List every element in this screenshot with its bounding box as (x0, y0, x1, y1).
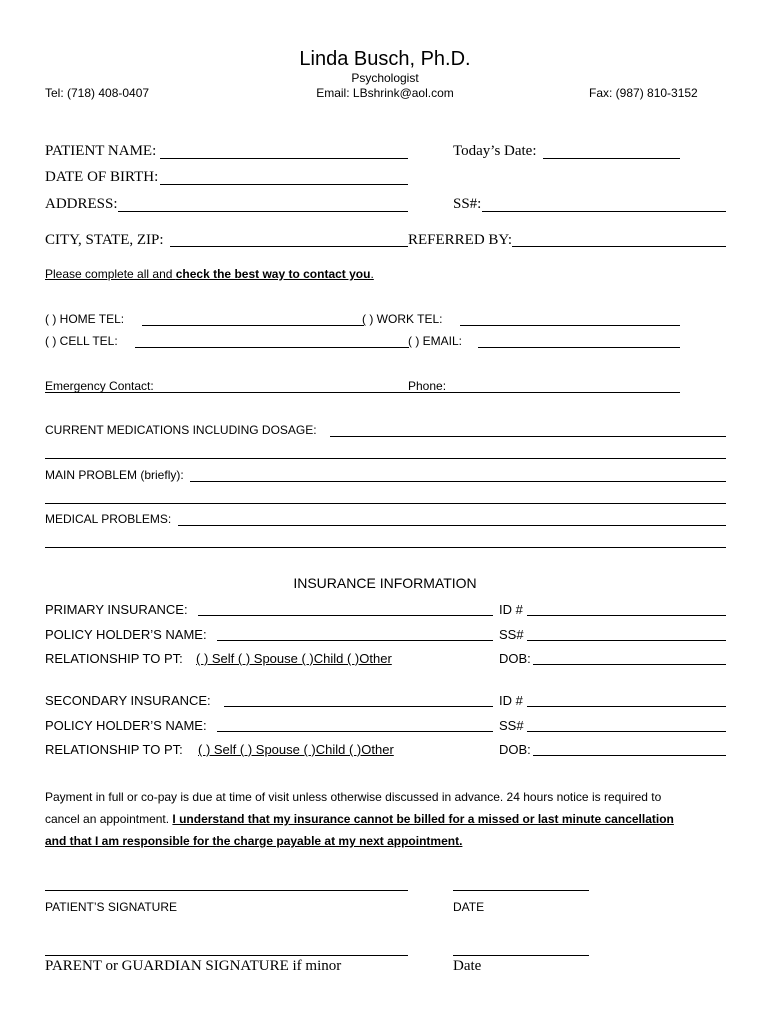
primary-insurance-label: PRIMARY INSURANCE: (45, 602, 188, 617)
secondary-relationship-options[interactable]: ( ) Self ( ) Spouse ( )Child ( )Other (198, 742, 394, 757)
email-checkbox[interactable]: ( ) EMAIL: (408, 334, 463, 348)
primary-relationship-label: RELATIONSHIP TO PT: (45, 651, 183, 666)
contact-instruction-end: . (370, 267, 374, 281)
cell-tel-checkbox[interactable]: ( ) CELL TEL: (45, 334, 118, 348)
address-field[interactable] (118, 211, 408, 212)
secondary-policy-holder-label: POLICY HOLDER’S NAME: (45, 718, 207, 733)
payment-line-2-plain: cancel an appointment. (45, 812, 173, 826)
header-email: Email: LBshrink@aol.com (316, 86, 454, 100)
primary-ss-label: SS# (499, 627, 524, 642)
secondary-ss-label: SS# (499, 718, 524, 733)
work-tel-field[interactable] (460, 325, 680, 326)
main-problem-label: MAIN PROBLEM (briefly): (45, 468, 184, 482)
primary-dob-label: DOB: (499, 651, 531, 666)
payment-line-3: and that I am responsible for the charge payable at my next appointment. (45, 834, 463, 848)
primary-relationship-options[interactable]: ( ) Self ( ) Spouse ( )Child ( )Other (196, 651, 392, 666)
dob-label: DATE OF BIRTH: (45, 169, 159, 185)
patient-signature-field[interactable] (45, 890, 408, 891)
date-field-1[interactable] (453, 890, 589, 891)
parent-signature-label: PARENT or GUARDIAN SIGNATURE if minor (45, 958, 342, 974)
referred-by-label: REFERRED BY: (408, 232, 513, 248)
address-label: ADDRESS: (45, 196, 118, 212)
secondary-policy-holder-field[interactable] (217, 731, 493, 732)
practitioner-title: Psychologist (351, 71, 419, 85)
referred-by-field[interactable] (512, 246, 726, 247)
secondary-insurance-field[interactable] (224, 706, 493, 707)
emergency-phone-label: Phone: (408, 379, 447, 393)
contact-instruction (45, 267, 374, 281)
primary-policy-holder-field[interactable] (217, 640, 493, 641)
header-tel: Tel: (718) 408-0407 (45, 86, 150, 100)
work-tel-checkbox[interactable]: ( ) WORK TEL: (362, 312, 443, 326)
primary-policy-holder-label: POLICY HOLDER’S NAME: (45, 627, 207, 642)
patient-name-label: PATIENT NAME: (45, 143, 157, 159)
dob-field[interactable] (160, 184, 408, 185)
city-state-zip-label: CITY, STATE, ZIP: (45, 232, 164, 248)
todays-date-field[interactable] (543, 158, 680, 159)
primary-ss-field[interactable] (527, 640, 726, 641)
medical-problems-label: MEDICAL PROBLEMS: (45, 512, 172, 526)
city-state-zip-field[interactable] (170, 246, 408, 247)
home-tel-checkbox[interactable]: ( ) HOME TEL: (45, 312, 125, 326)
main-problem-field-2[interactable] (45, 503, 726, 504)
secondary-dob-field[interactable] (533, 755, 726, 756)
medical-problems-field-2[interactable] (45, 547, 726, 548)
payment-line-1: Payment in full or co-pay is due at time of visit unless otherwise discussed in advance. 24 hours notice is required to (45, 790, 662, 804)
contact-instruction-bold: check the best way to contact you (175, 267, 371, 281)
medications-field-2[interactable] (45, 458, 726, 459)
ss-label: SS#: (453, 196, 482, 212)
secondary-insurance-label: SECONDARY INSURANCE: (45, 693, 211, 708)
todays-date-label: Today’s Date: (453, 143, 537, 159)
main-problem-field[interactable] (190, 481, 726, 482)
emergency-contact-field[interactable] (45, 392, 680, 393)
medical-problems-field[interactable] (178, 525, 726, 526)
patient-signature-label: PATIENT’S SIGNATURE (45, 900, 178, 914)
payment-line-2-bold: I understand that my insurance cannot be billed for a missed or last minute cancellation (172, 812, 674, 826)
email-field[interactable] (478, 347, 680, 348)
practitioner-name: Linda Busch, Ph.D. (299, 48, 471, 70)
payment-line-2 (45, 812, 674, 826)
date-label-1: DATE (453, 900, 485, 914)
insurance-heading: INSURANCE INFORMATION (293, 575, 477, 591)
home-tel-field[interactable] (142, 325, 364, 326)
emergency-contact-label: Emergency Contact: (45, 379, 154, 393)
date-field-2[interactable] (453, 955, 589, 956)
secondary-dob-label: DOB: (499, 742, 531, 757)
primary-dob-field[interactable] (533, 664, 726, 665)
contact-instruction-plain: Please complete all and (45, 267, 176, 281)
parent-signature-field[interactable] (45, 955, 408, 956)
patient-name-field[interactable] (160, 158, 408, 159)
medications-field[interactable] (330, 436, 726, 437)
primary-id-field[interactable] (527, 615, 726, 616)
header-fax: Fax: (987) 810-3152 (589, 86, 698, 100)
medications-label: CURRENT MEDICATIONS INCLUDING DOSAGE: (45, 423, 317, 437)
secondary-relationship-label: RELATIONSHIP TO PT: (45, 742, 183, 757)
secondary-id-field[interactable] (527, 706, 726, 707)
primary-id-label: ID # (499, 602, 523, 617)
secondary-ss-field[interactable] (527, 731, 726, 732)
primary-insurance-field[interactable] (198, 615, 493, 616)
ss-field[interactable] (482, 211, 726, 212)
cell-tel-field[interactable] (135, 347, 409, 348)
date-label-2: Date (453, 958, 482, 974)
secondary-id-label: ID # (499, 693, 523, 708)
